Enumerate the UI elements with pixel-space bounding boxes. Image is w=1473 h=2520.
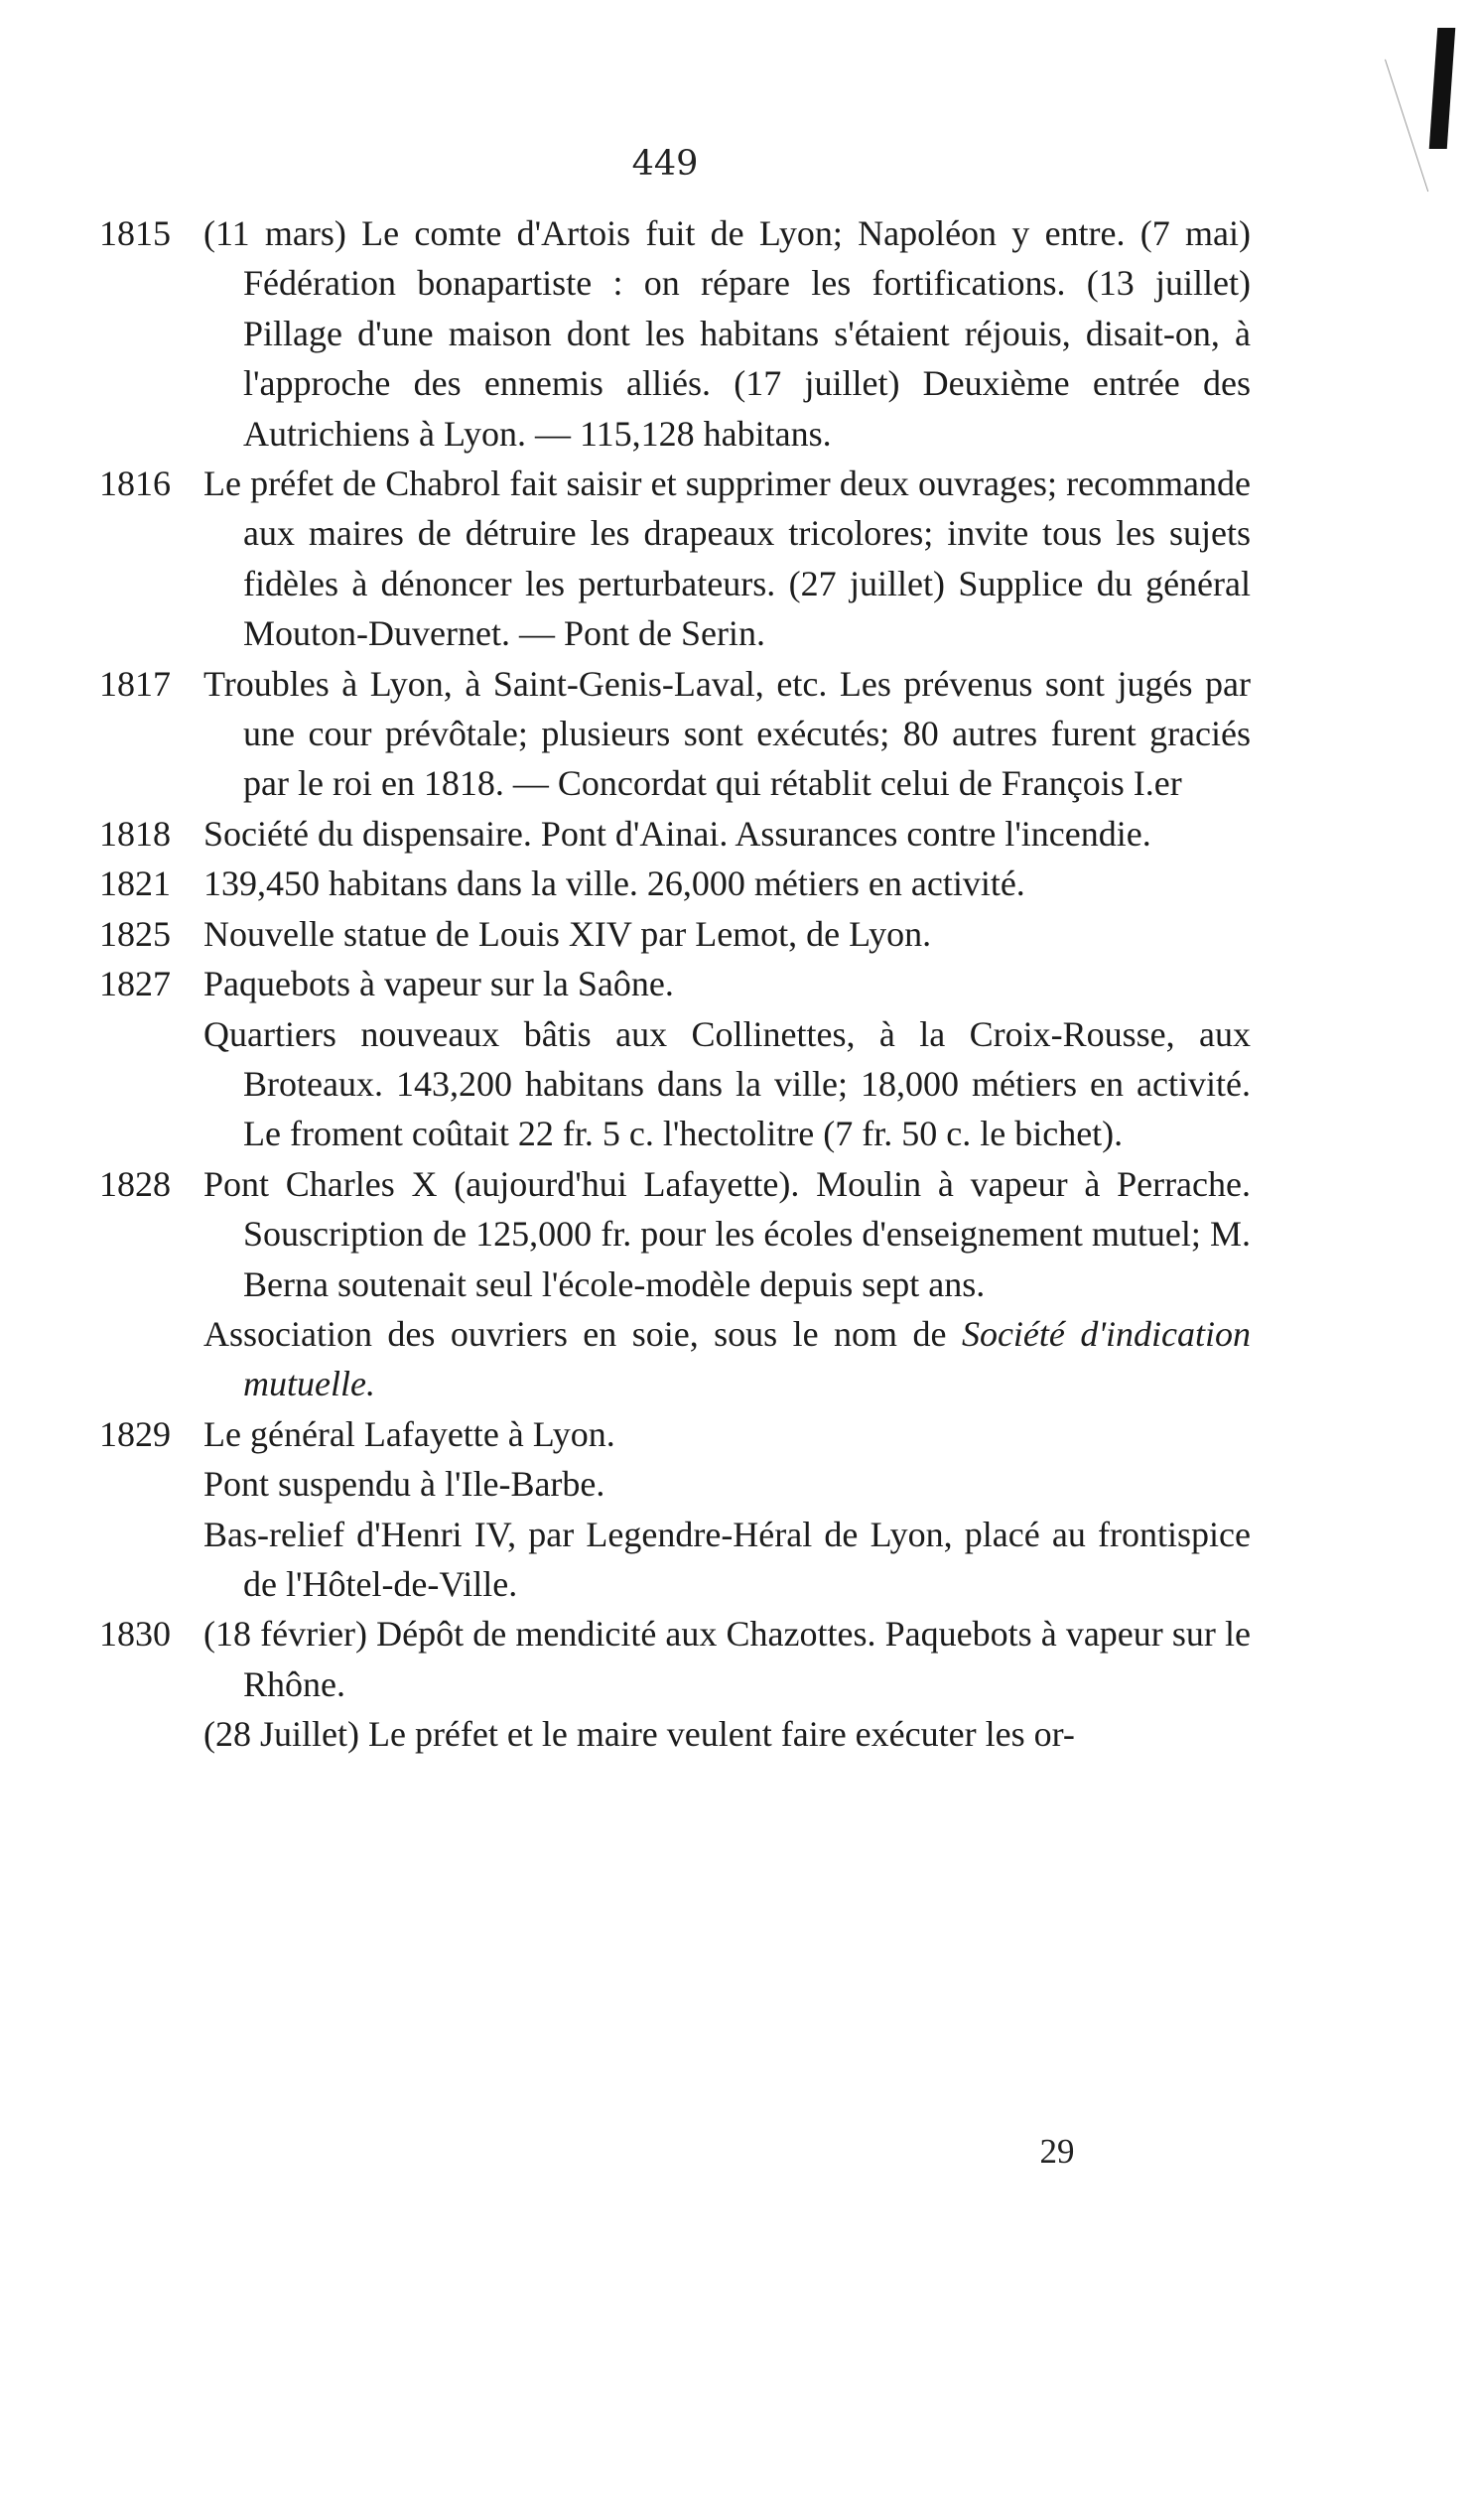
entry-text: Quartiers nouveaux bâtis aux Collinettes, à la Croix-Rousse, aux Broteaux. 143,200 habitans dans la ville; 18,000 métiers en activité. Le froment coûtait 22 fr. 5 c. l'hectolitre (7 fr. 50 c. le bichet). [203,1013,1251,1154]
entry-text: Le préfet de Chabrol fait saisir et supprimer deux ouvrages; recommande aux maires de détruire les drapeaux tricolores; invite tous les sujets fidèles à dénoncer les perturbateurs. (27 juillet) Supplice du général Mouton-Duvernet. — Pont de Serin. [203,464,1251,654]
entry-text: Troubles à Lyon, à Saint-Genis-Laval, etc. Les prévenus sont jugés par une cour prévôtale; plusieurs sont exécutés; 80 autres furent graciés par le roi en 1818. — Concordat qui rétablit celui de François I.er [203,663,1251,804]
entry-year: 1818 [99,813,171,854]
entry-1829 [99,1409,1251,1459]
entry-year: 1827 [99,964,171,1004]
scan-edge-mark [1429,28,1456,149]
entry-text: (11 mars) Le comte d'Artois fuit de Lyon; Napoléon y entre. (7 mai) Fédération bonapartiste : on répare les fortifications. (13 juillet) Pillage d'une maison dont les habitans s'étaient réjouis, disait-on, à l'approche des ennemis alliés. (17 juillet) Deuxième entrée des Autrichiens à Lyon. — 115,128 habitans. [203,213,1251,454]
page-number: 449 [631,144,699,184]
entry-1828 [99,1159,1251,1309]
entry-text: 139,450 habitans dans la ville. 26,000 métiers en activité. [203,863,1025,904]
entry-1815 [99,208,1251,459]
entry-1818 [99,809,1251,859]
entry-year: 1821 [99,863,171,904]
entry-text: Pont suspendu à l'Ile-Barbe. [203,1464,605,1505]
entry-text: (18 février) Dépôt de mendicité aux Chazottes. Paquebots à vapeur sur le Rhône. [203,1614,1251,1704]
entry-text-roman: Association des ouvriers en soie, sous le nom de [203,1313,947,1354]
scan-edge-line [1385,60,1428,192]
entry-text: Bas-relief d'Henri IV, par Legendre-Héral de Lyon, placé au frontispice de l'Hôtel-de-Ville. [203,1514,1251,1604]
entry-year: 1825 [99,913,171,954]
entry-1817 [99,659,1251,809]
entry-year: 1830 [99,1614,171,1655]
entry-text-italic: Société d'indication mutuelle. [243,1313,1252,1404]
entry-text: Le général Lafayette à Lyon. [203,1413,615,1454]
entry-year: 1817 [99,663,171,704]
entry-year: 1816 [99,464,171,504]
chronology-list [99,208,1251,1760]
signature-mark: 29 [1039,2132,1075,2171]
entry-1821 [99,859,1251,908]
entry-year: 1815 [99,213,171,253]
entry-1830-continued [99,1709,1251,1759]
entry-text: Paquebots à vapeur sur la Saône. [203,964,674,1004]
entry-1827 [99,959,1251,1008]
entry-text: (28 Juillet) Le préfet et le maire veulent faire exécuter les or- [203,1714,1075,1755]
entry-1829-continued-2 [99,1510,1251,1610]
entry-1830 [99,1609,1251,1709]
entry-1829-continued-1 [99,1459,1251,1509]
entry-year: 1829 [99,1413,171,1454]
entry-1825 [99,909,1251,959]
entry-1816 [99,459,1251,659]
entry-1828-continued [99,1309,1251,1409]
entry-text [203,1309,1251,1409]
entry-1827-continued [99,1009,1251,1159]
entry-text: Nouvelle statue de Louis XIV par Lemot, de Lyon. [203,913,932,954]
entry-text: Société du dispensaire. Pont d'Ainai. Assurances contre l'incendie. [203,813,1151,854]
entry-text: Pont Charles X (aujourd'hui Lafayette). Moulin à vapeur à Perrache. Souscription de 125,000 fr. pour les écoles d'enseignement mutuel; M. Berna soutenait seul l'école-modèle depuis sept ans. [203,1163,1251,1304]
entry-year: 1828 [99,1163,171,1204]
